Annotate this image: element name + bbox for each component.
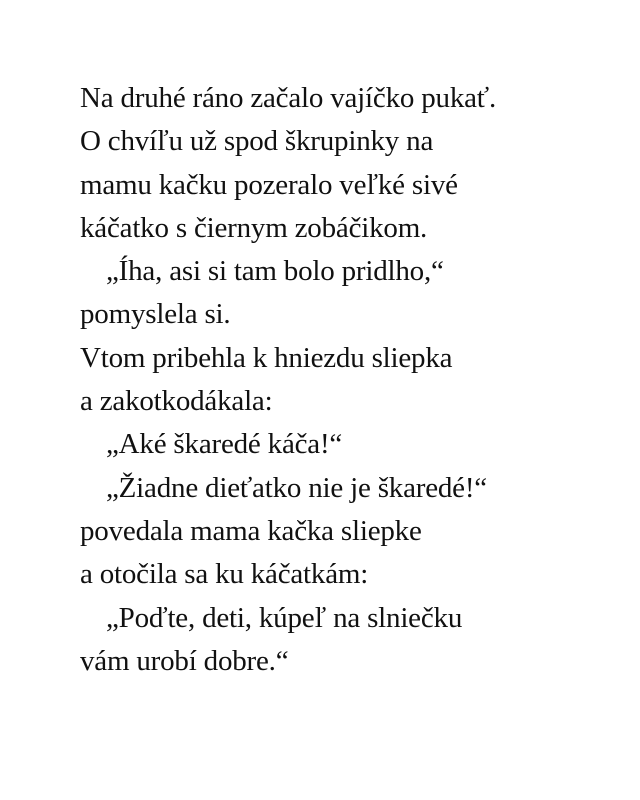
text-line: povedala mama kačka sliepke (80, 514, 422, 547)
text-line: „Žiadne dieťatko nie je škaredé!“ (106, 471, 487, 504)
text-line: a otočila sa ku káčatkám: (80, 558, 369, 591)
text-line: „Aké škaredé káča!“ (106, 428, 343, 461)
text-line: Vtom pribehla k hniezdu sliepka (80, 341, 453, 374)
text-line: a zakotkodákala: (80, 385, 273, 418)
text-line: vám urobí dobre.“ (80, 644, 289, 677)
text-line: Na druhé ráno začalo vajíčko pukať. (80, 82, 497, 114)
text-line: „Íha, asi si tam bolo pridlho,“ (106, 255, 444, 288)
story-text (80, 77, 620, 683)
text-line: O chvíľu už spod škrupinky na (80, 125, 434, 158)
text-line: „Poďte, deti, kúpeľ na slniečku (106, 601, 463, 634)
text-line: káčatko s čiernym zobáčikom. (80, 211, 428, 244)
text-line: pomyslela si. (80, 298, 231, 331)
text-line: mamu kačku pozeralo veľké sivé (80, 168, 458, 201)
